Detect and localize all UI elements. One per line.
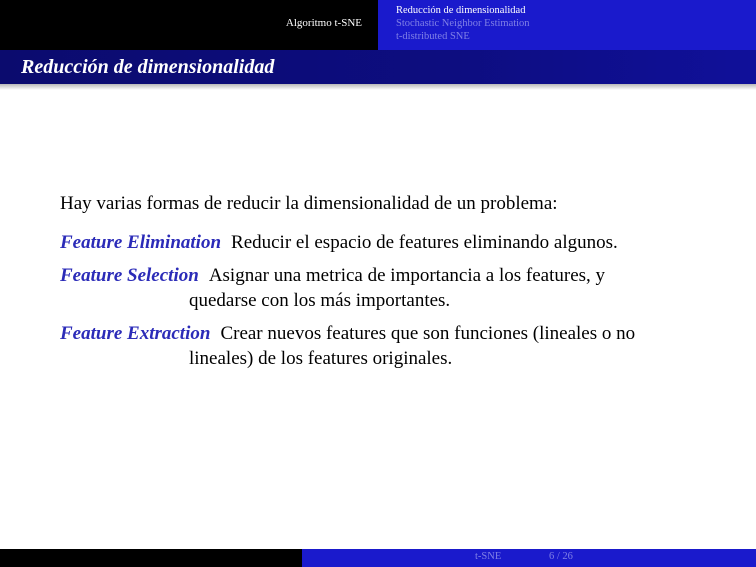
subsection-link-tsne[interactable]: t-distributed SNE xyxy=(396,31,470,42)
frame-title: Reducción de dimensionalidad xyxy=(21,56,275,78)
footer-short-title: t-SNE xyxy=(475,551,502,562)
subsection-link-reduccion[interactable]: Reducción de dimensionalidad xyxy=(396,5,526,16)
top-navigation-bar xyxy=(0,0,756,50)
item-term: Feature Extraction xyxy=(60,323,211,344)
footer-left xyxy=(0,549,302,567)
description-item-feature-elimination xyxy=(60,230,710,255)
intro-text: Hay varias formas de reducir la dimensionalidad de un problema: xyxy=(60,193,558,214)
page-number: 6 / 26 xyxy=(549,551,573,562)
item-description-continued: lineales) de los features originales. xyxy=(189,348,453,369)
item-term: Feature Selection xyxy=(60,265,199,286)
item-description: Asignar una metrica de importancia a los features, y xyxy=(208,265,606,286)
footer-bar xyxy=(0,549,756,567)
item-description-continued: quedarse con los más importantes. xyxy=(189,290,451,311)
subsection-nav xyxy=(378,0,756,50)
frame-title-bar xyxy=(0,50,756,84)
slide-content xyxy=(60,192,710,379)
section-nav xyxy=(0,0,378,50)
section-link[interactable]: Algoritmo t-SNE xyxy=(285,17,362,29)
item-term: Feature Elimination xyxy=(60,232,222,253)
footer-right xyxy=(302,549,756,567)
item-description: Reducir el espacio de features eliminando algunos. xyxy=(231,232,618,253)
item-description: Crear nuevos features que son funciones (lineales o no xyxy=(220,323,636,344)
title-bar-shadow xyxy=(0,84,756,90)
description-item-feature-selection xyxy=(60,263,710,313)
description-item-feature-extraction xyxy=(60,321,710,371)
subsection-list xyxy=(396,4,530,43)
subsection-link-sne[interactable]: Stochastic Neighbor Estimation xyxy=(396,18,530,29)
